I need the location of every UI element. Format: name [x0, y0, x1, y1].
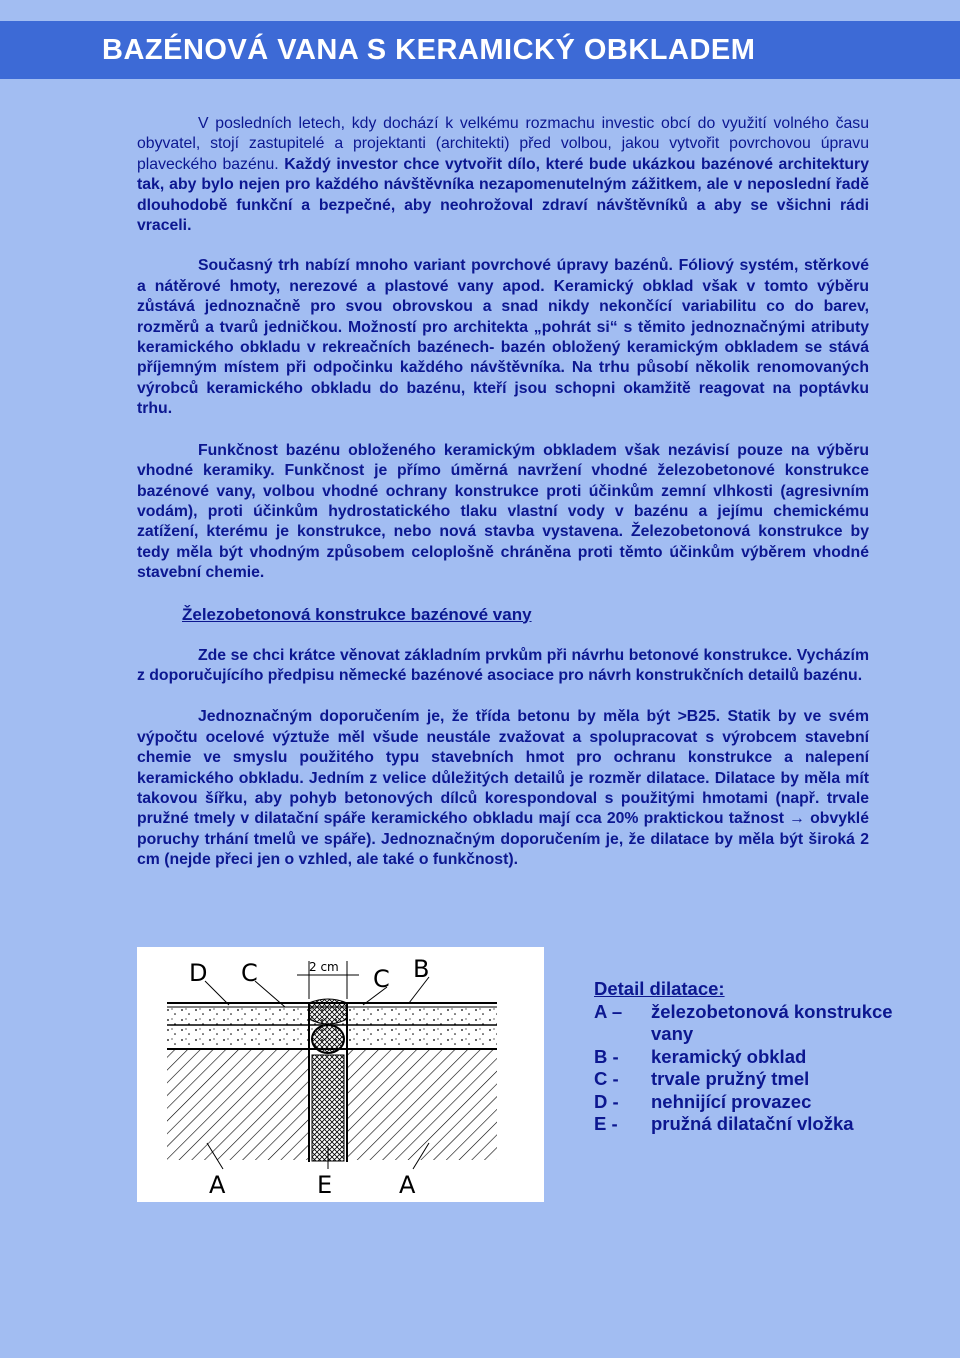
paragraph-intro-normal: V posledních letech, kdy dochází k velkému rozmachu investic obcí do využití volného času obyvatel, stojí zastupitelé a projektanti (architekti) před volbou, jakou vytvořit povrchovou úpravu plaveckého bazénu. [137, 115, 869, 173]
figure-label-c-left: C [241, 959, 258, 987]
legend-value: keramický obklad [651, 1045, 807, 1067]
legend-item-d [594, 1091, 894, 1114]
legend-key: B - [594, 1045, 619, 1067]
figure-label-a-left: A [209, 1171, 226, 1199]
legend-item-e [594, 1113, 894, 1136]
legend-title: Detail dilatace: [594, 978, 725, 999]
dimension-label: 2 cm [309, 960, 339, 974]
legend-key: D - [594, 1090, 619, 1112]
paragraph-recommendation: Jednoznačným doporučením je, že třída betonu by měla být >B25. Statik by ve svém výpočtu ocelové výztuže měl všude neustále zvažovat a spolupracovat s výrobcem stavební chemie ve smyslu použitého typu stavebních hmot pro ochranu konstrukce a nalepení keramického obkladu. Jedním z velice důležitých detailů je rozměr dilatace. Dilatace by měla mít takovou šířku, aby pohyb betonových dílců korespondoval s použitými hmotami (např. trvale pružné tmely v dilatační spáře keramického obkladu mají cca 20% praktickou tažnost → obvyklé poruchy trhání tmelů ve spáře). Jednoznačným doporučením je, že dilatace by měla být široká 2 cm (nejde přeci jen o vzhled, ale také o funkčnost). [137, 708, 869, 869]
legend-value: železobetonová konstrukce vany [651, 1000, 893, 1044]
legend-item-b [594, 1046, 894, 1069]
figure-label-b: B [413, 955, 430, 983]
figure-legend [594, 978, 894, 1136]
paragraph-market: Současný trh nabízí mnoho variant povrchové úpravy bazénů. Fóliový systém, stěrkové a nátěrové hmoty, nerezové a plastové vany apod. Keramický obklad však v tomto výběru zůstává jednoznačně pro svou obrovskou a snad nikdy nekončící variabilitu co do barev, rozměrů a tvarů jedničkou. Možností pro architekta „pohrát si“ s těmito jednoznačnými atributy keramického obkladu v rekreačních bazénech- bazén obložený keramickým obkladem se stává příjemným místem při odpočinku každého návštěvníka. Na trhu působí několik renomovaných výrobců keramického obkladu do bazénu, kteří jsou schopni okamžitě reagovat na poptávku trhu. [137, 257, 869, 418]
paragraph-functionality: Funkčnost bazénu obloženého keramickým obkladem však nezávisí pouze na výběru vhodné keramiky. Funkčnost je přímo úměrná navržení vhodné železobetonové konstrukce bazénové vany, volbou vhodné ochrany konstrukce proti účinkům zemní vlhkosti (agresivním vodám), proti účinkům hydrostatického tlaku vlastní vody v bazénu a jejímu chemickému zatížení, kterému je konstrukce, nebo nová stavba vystavena. Železobetonová konstrukce by tedy měla být vhodným způsobem celoplošně chráněna proti těmto účinkům výběrem vhodné stavební chemie. [137, 441, 869, 582]
figure-label-a-right: A [399, 1171, 416, 1199]
paragraph-intro-bold: Každý investor chce vytvořit dílo, které bude ukázkou bazénové architektury tak, aby bylo nejen pro každého návštěvníka nezapomenutelným zážitkem, ale v neposlední řadě dlouhodobě funkční a bezpečné, aby neohrožoval zdraví návštěvníků a aby se všichni rádi vraceli. [137, 155, 869, 235]
legend-key: C - [594, 1068, 619, 1089]
article-body [137, 114, 869, 871]
figure-label-c-right: C [373, 965, 390, 993]
title-banner [0, 21, 960, 79]
legend-key: E - [594, 1113, 618, 1134]
legend-key: A – [594, 1000, 623, 1022]
legend-item-c [594, 1068, 894, 1091]
page-title: BAZÉNOVÁ VANA S KERAMICKÝ OBKLADEM [102, 34, 756, 66]
legend-item-a [594, 1001, 894, 1046]
legend-value: pružná dilatační vložka [651, 1113, 854, 1134]
paragraph-design: Zde se chci krátce věnovat základním prvkům při návrhu betonové konstrukce. Vycházím z doporučujícího předpisu německé bazénové asociace pro návrh konstrukčních detailů bazénu. [137, 646, 869, 684]
figure-label-d: D [189, 959, 208, 987]
paragraph-intro [137, 114, 869, 236]
legend-value: nehnijící provazec [651, 1090, 812, 1112]
figure-label-e: E [317, 1171, 333, 1199]
legend-value: trvale pružný tmel [651, 1068, 810, 1089]
dilatation-detail-figure [137, 947, 544, 1202]
dilatation-drawing [137, 947, 544, 1202]
section-heading: Železobetonová konstrukce bazénové vany [182, 604, 532, 624]
